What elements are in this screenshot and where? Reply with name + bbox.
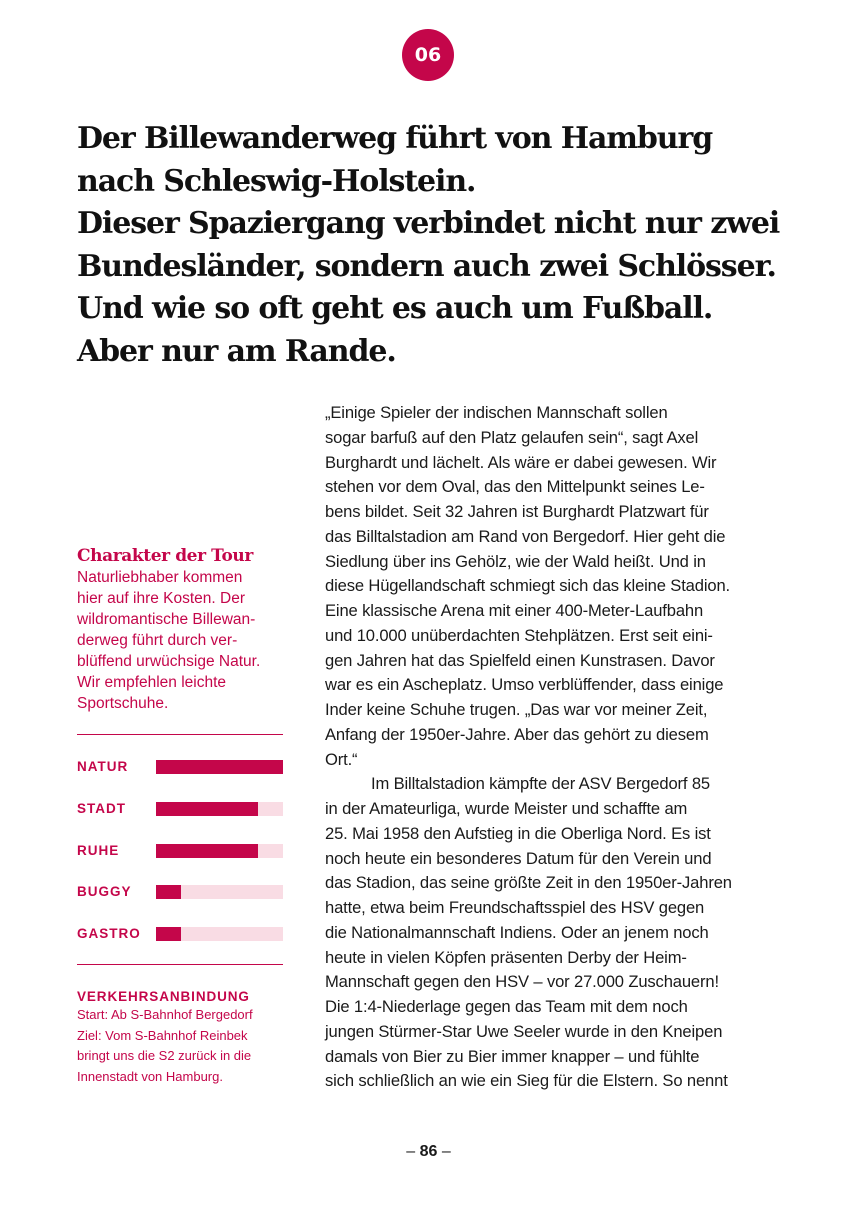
rating-label: RUHE [77,843,120,858]
tour-character-box [77,545,283,714]
divider [77,964,283,965]
body-line: Burghardt und lächelt. Als wäre er dabei gewesen. Wir [325,452,717,472]
rating-stadt [77,802,283,816]
body-line: Im Billtalstadion kämpfte der ASV Bergedorf 85 [371,774,710,794]
body-line: gen Jahren hat das Spielfeld einen Kunstrasen. Davor [325,650,715,670]
body-line: bens bildet. Seit 32 Jahren ist Burghardt Platzwart für [325,502,709,521]
body-line: Inder keine Schuhe trugen. „Das war vor meiner Zeit, [325,700,708,719]
body-line: diese Hügellandschaft schmiegt sich das kleine Stadion. [325,576,730,596]
headline-line: nach Schleswig-Holstein. [77,163,476,199]
body-line: sogar barfuß auf den Platz gelaufen sein“, sagt Axel [325,427,699,447]
rating-label: STADT [77,801,126,816]
transport-info [77,989,287,1087]
body-line: stehen vor dem Oval, das den Mittelpunkt seines Le- [325,477,705,497]
headline-line: Bundesländer, sondern auch zwei Schlösser. [77,248,776,284]
body-line: das Billtalstadion am Rand von Bergedorf. Hier geht die [325,526,726,546]
body-line: jungen Stürmer-Star Uwe Seeler wurde in den Kneipen [325,1021,723,1041]
rating-natur [77,760,283,774]
rating-bar-track [156,844,283,858]
rating-bar-fill [156,802,258,816]
sidebar-text-line: hier auf ihre Kosten. Der [77,590,246,607]
tour-character-text [77,567,283,714]
transport-line: Innenstadt von Hamburg. [77,1068,223,1084]
rating-bar-track [156,927,283,941]
body-line: 25. Mai 1958 den Aufstieg in die Oberliga Nord. Es ist [325,823,711,843]
page-number-value: 86 [419,1143,438,1160]
body-line: damals von Bier zu Bier immer knapper – und fühlte [325,1046,700,1066]
headline-line: Aber nur am Rande. [77,333,396,369]
rating-label: NATUR [77,759,129,774]
body-line: Mannschaft gegen den HSV – vor 27.000 Zuschauern! [325,972,719,992]
sidebar-text-line: blüffend urwüchsige Natur. [77,653,261,670]
rating-bar-fill [156,844,258,858]
body-line: das Stadion, das seine größte Zeit in den 1950er-Jahren [325,873,732,893]
transport-title: VERKEHRSANBINDUNG [77,989,250,1004]
rating-bar-track [156,802,283,816]
body-line: Ort.“ [325,749,358,769]
body-line: Die 1:4-Niederlage gegen das Team mit dem noch [325,997,688,1016]
body-line: hatte, etwa beim Freundschaftsspiel des HSV gegen [325,898,705,917]
article-body [325,401,795,1094]
body-line: sich schließlich an wie ein Sieg für die Elstern. So nennt [325,1071,728,1091]
rating-ruhe [77,844,283,858]
rating-bar-fill [156,885,181,899]
divider [77,734,283,735]
rating-gastro [77,927,283,941]
sidebar-text-line: wildromantische Billewan- [77,611,256,628]
body-line: und 10.000 unüberdachten Stehplätzen. Erst seit eini- [325,625,713,645]
body-line: Anfang der 1950er-Jahre. Aber das gehört zu diesem [325,724,709,744]
body-line: Siedlung über ins Gehölz, wie der Wald heißt. Und in [325,551,706,571]
headline-line: Und wie so oft geht es auch um Fußball. [77,291,713,326]
body-line: noch heute ein besonderes Datum für den Verein und [325,848,712,868]
chapter-badge: 06 [402,29,454,81]
body-line: „Einige Spieler der indischen Mannschaft sollen [325,403,668,422]
body-line: war es ein Ascheplatz. Umso verblüffender, dass einige [325,675,724,695]
rating-label: BUGGY [77,884,132,899]
headline [77,118,797,373]
sidebar-text-line: Naturliebhaber kommen [77,569,243,586]
rating-bar-fill [156,760,283,774]
transport-text [77,1005,287,1087]
body-line: Eine klassische Arena mit einer 400-Meter-Laufbahn [325,601,704,620]
rating-bar-fill [156,927,181,941]
sidebar-text-line: derweg führt durch ver- [77,632,238,649]
sidebar-text-line: Sportschuhe. [77,695,169,712]
tour-character-title: Charakter der Tour [77,546,253,566]
rating-bar-track [156,760,283,774]
rating-label: GASTRO [77,926,141,941]
rating-bar-track [156,885,283,899]
body-line: heute in vielen Köpfen präsenten Derby der Heim- [325,947,687,967]
transport-line: bringt uns die S2 zurück in die [77,1048,252,1063]
transport-line: Ziel: Vom S-Bahnhof Reinbek [77,1027,248,1043]
transport-line: Start: Ab S-Bahnhof Bergedorf [77,1007,253,1022]
page-number: – 86 – [406,1143,451,1160]
body-line: in der Amateurliga, wurde Meister und schaffte am [325,799,688,818]
headline-line: Der Billewanderweg führt von Hamburg [77,121,713,156]
sidebar-text-line: Wir empfehlen leichte [77,674,227,691]
body-line: die Nationalmannschaft Indiens. Oder an jenem noch [325,922,709,942]
headline-line: Dieser Spaziergang verbindet nicht nur zwei [77,206,780,241]
rating-buggy [77,885,283,899]
